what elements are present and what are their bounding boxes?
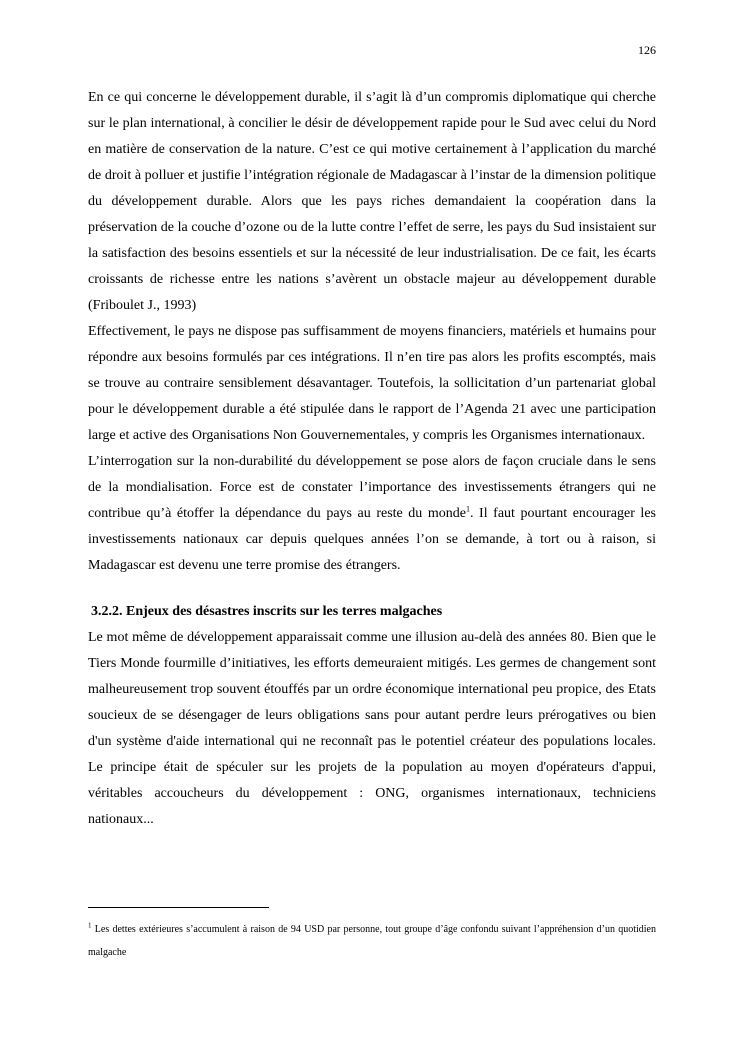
body-text — [88, 85, 656, 833]
footnote-divider — [88, 907, 269, 908]
footnote-reference: 1 — [465, 504, 470, 514]
section-heading: 3.2.2. Enjeux des désastres inscrits sur les terres malgaches — [91, 604, 443, 619]
page-number: 126 — [638, 43, 656, 57]
paragraph-non-durability — [88, 449, 656, 579]
paragraph-lack-of-means: Effectivement, le pays ne dispose pas suffisamment de moyens financiers, matériels et humains pour répondre aux besoins formulés par ces intégrations. Il n’en tire pas alors les profits escomptés, mais se trouve au contraire sensiblement désavantager. Toutefois, la sollicitation d’un partenariat global pour le développement durable a été stipulée dans le rapport de l’Agenda 21 avec une participation large et active des Organisations Non Gouvernementales, y compris les Organismes internationaux. — [88, 324, 656, 443]
paragraph-non-durability-text-start: L’interrogation sur la non-durabilité du développement se pose alors de façon cruciale dans le sens de la mondialisation. Force est de constater l’importance des investissements étrangers qui ne contribue qu’à étoffer la dépendance du pays au reste du monde — [88, 454, 656, 521]
paragraph-sustainable-development: En ce qui concerne le développement durable, il s’agit là d’un compromis diplomatique qui cherche sur le plan international, à concilier le désir de développement rapide pour le Sud avec celui du Nord en matière de conservation de la nature. C’est ce qui motive certainement à l’application du marché de droit à polluer et justifie l’intégration régionale de Madagascar à l’instar de la dimension politique du développement durable. Alors que les pays riches demandaient la coopération dans la préservation de la couche d’ozone ou de la lutte contre l’effet de serre, les pays du Sud insistaient sur la satisfaction des besoins essentiels et sur la nécessité de leur industrialisation. De ce fait, les écarts croissants de richesse entre les nations s’avèrent un obstacle majeur au développement durable (Friboulet J., 1993) — [88, 90, 656, 313]
footnote-text: Les dettes extérieures s’accumulent à raison de 94 USD par personne, tout groupe d’âge confondu suivant l’appréhension d’un quotidien malgache — [88, 924, 656, 958]
footnote — [88, 918, 656, 964]
paragraph-non-durability-text-end: . Il faut pourtant encourager les investissements nationaux car depuis quelques années l’on se demande, à tort ou à raison, si Madagascar est devenu une terre promise des étrangers. — [88, 506, 656, 573]
footnote-marker: 1 — [88, 921, 92, 930]
paragraph-development-illusion: Le mot même de développement apparaissait comme une illusion au-delà des années 80. Bien que le Tiers Monde fourmille d’initiatives, les efforts demeuraient mitigés. Les germes de changement sont malheureusement trop souvent étouffés par un ordre économique international peu propice, des Etats soucieux de se désengager de leurs obligations sans pour autant perdre leurs prérogatives ou bien d'un système d'aide international qui ne reconnaît pas le potentiel créateur des populations locales. Le principe était de spéculer sur les projets de la population au moyen d'opérateurs d'appui, véritables accoucheurs du développement : ONG, organismes internationaux, techniciens nationaux... — [88, 630, 656, 827]
